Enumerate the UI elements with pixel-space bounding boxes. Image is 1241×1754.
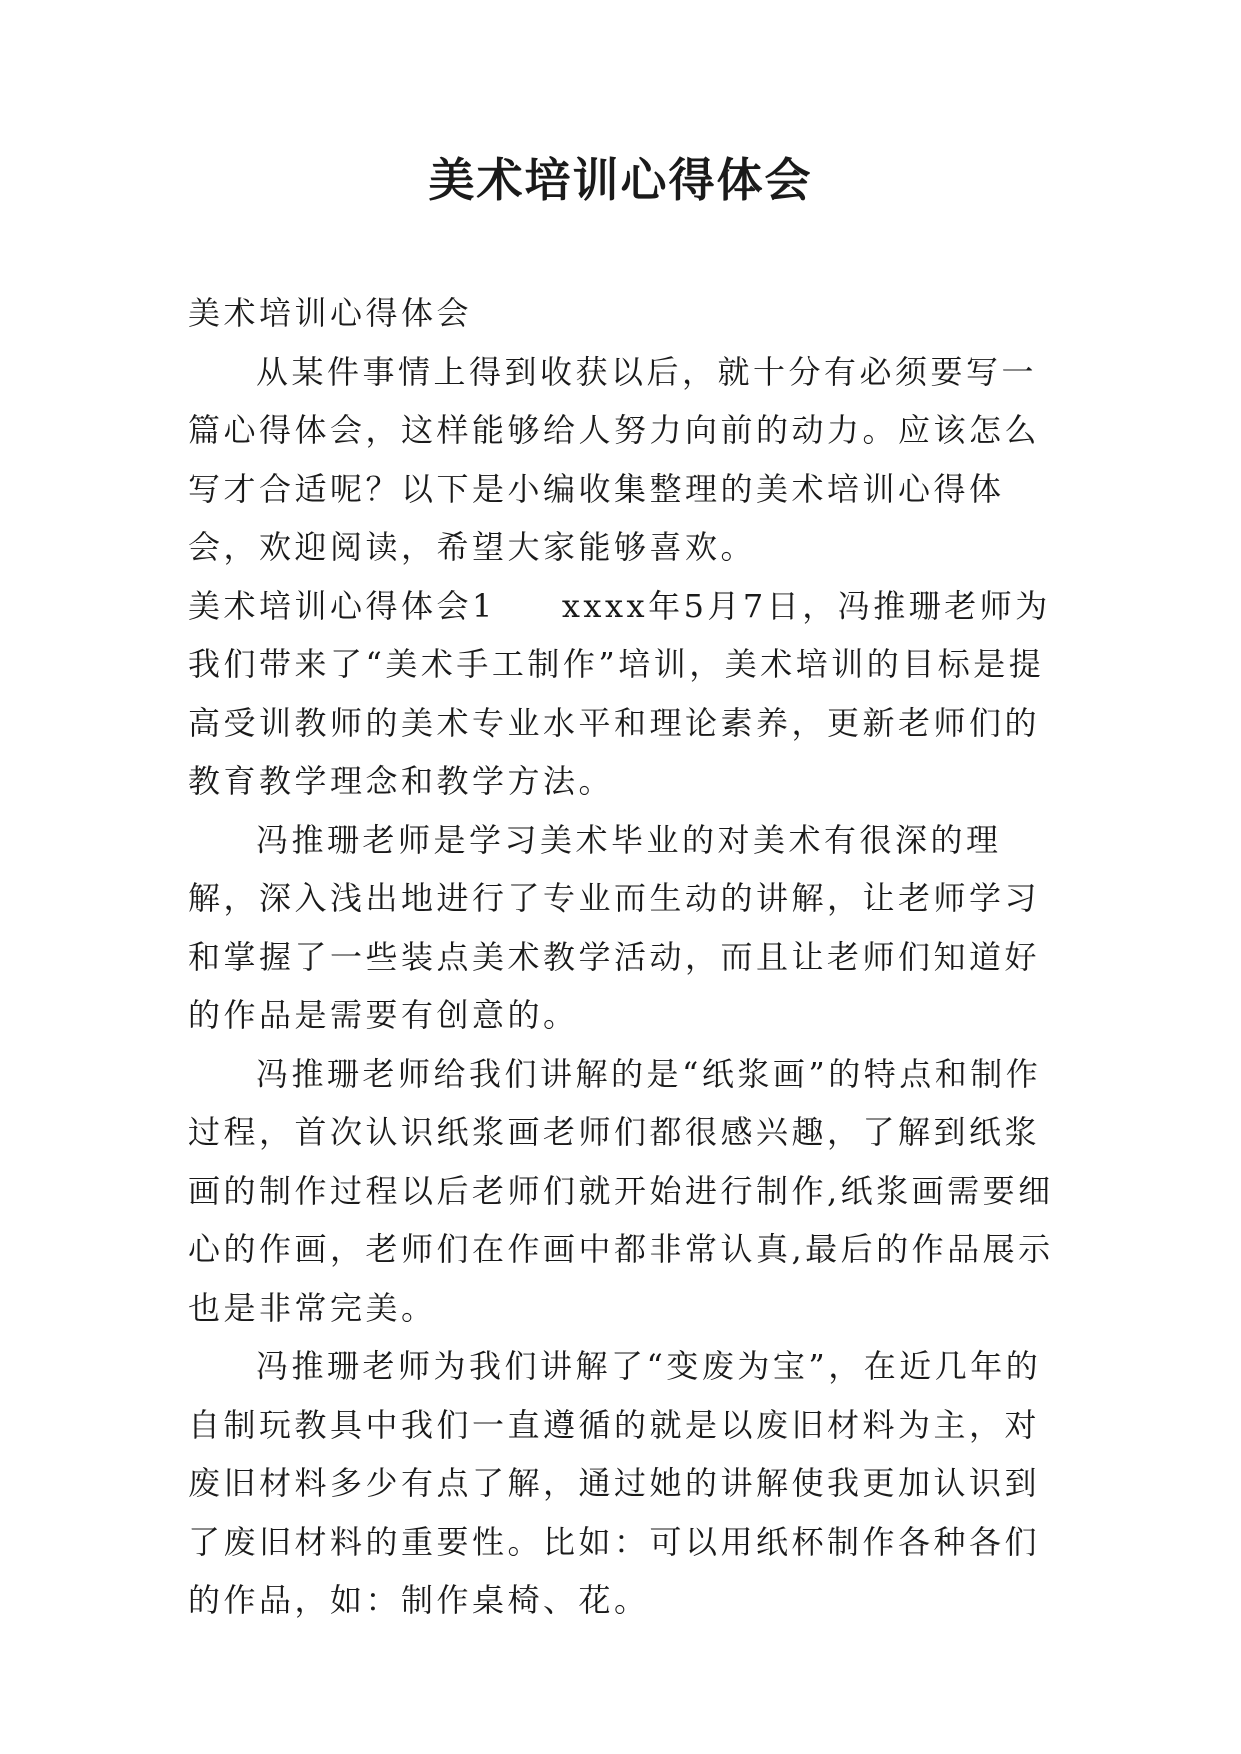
body-paragraph: 冯推珊老师给我们讲解的是“纸浆画”的特点和制作过程，首次认识纸浆画老师们都很感兴趣，了解到纸浆画的制作过程以后老师们就开始进行制作,纸浆画需要细心的作画，老师们在作画中都非常认真,最后的作品展示也是非常完美。 — [188, 1054, 1054, 1327]
section-first-paragraph — [188, 577, 1068, 811]
body-paragraph: 冯推珊老师为我们讲解了“变废为宝”，在近几年的自制玩教具中我们一直遵循的就是以废旧材料为主，对废旧材料多少有点了解，通过她的讲解使我更加认识到了废旧材料的重要性。比如：可以用纸杯制作各种各们的作品，如：制作桌椅、花。 — [188, 1347, 1042, 1619]
intro-paragraph: 从某件事情上得到收获以后，就十分有必须要写一篇心得体会，这样能够给人努力向前的动力。应该怎么写才合适呢？以下是小编收集整理的美术培训心得体会，欢迎阅读，希望大家能够喜欢。 — [188, 352, 1041, 566]
section-heading: 美术培训心得体会1 — [188, 586, 496, 625]
page-title: 美术培训心得体会 — [428, 153, 813, 207]
subtitle: 美术培训心得体会 — [188, 294, 473, 332]
body-paragraph: 冯推珊老师是学习美术毕业的对美术有很深的理解，深入浅出地进行了专业而生动的讲解，让老师学习和掌握了一些装点美术教学活动，而且让老师们知道好的作品是需要有创意的。 — [188, 820, 1041, 1034]
section-first-text: xxxx年5月7日，冯推珊老师为我们带来了“美术手工制作”培训，美术培训的目标是提高受训教师的美术专业水平和理论素养，更新老师们的教育教学理念和教学方法。 — [188, 586, 1051, 800]
document-body — [188, 284, 1068, 1630]
